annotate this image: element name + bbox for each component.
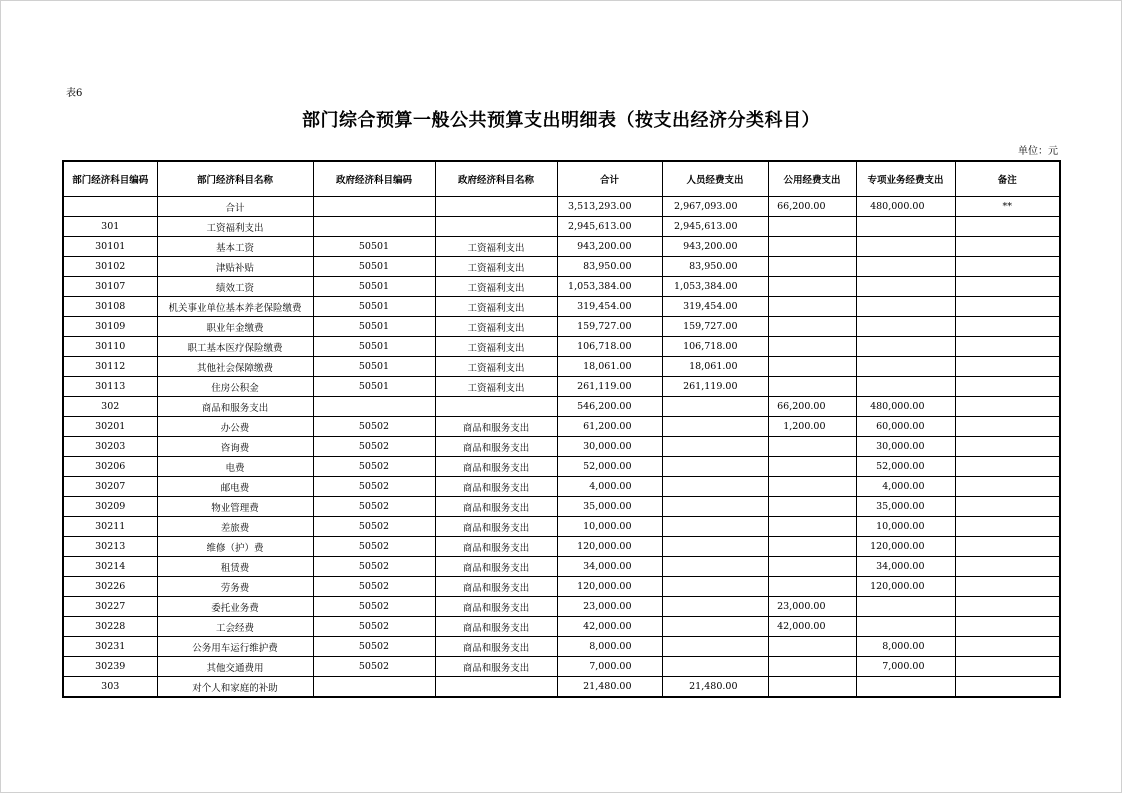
- cell-gov-code: 50502: [313, 417, 435, 437]
- col-header-special: 专项业务经费支出: [856, 161, 955, 197]
- cell-total: 8,000.00: [557, 637, 662, 657]
- table-row: [63, 337, 1060, 357]
- cell-dept-code: [63, 197, 157, 217]
- cell-gov-code: 50502: [313, 577, 435, 597]
- cell-special: 480,000.00: [856, 197, 955, 217]
- cell-note: [955, 557, 1060, 577]
- cell-gov-code: [313, 217, 435, 237]
- cell-dept-name: 差旅费: [157, 517, 313, 537]
- cell-special: [856, 217, 955, 237]
- cell-gov-code: 50502: [313, 517, 435, 537]
- table-number: 表6: [66, 88, 83, 99]
- cell-dept-code: 30213: [63, 537, 157, 557]
- cell-dept-name: 邮电费: [157, 477, 313, 497]
- cell-gov-name: 商品和服务支出: [435, 577, 557, 597]
- cell-public: [768, 257, 856, 277]
- table-row: [63, 417, 1060, 437]
- cell-dept-name: 其他交通费用: [157, 657, 313, 677]
- cell-total: 34,000.00: [557, 557, 662, 577]
- table-row: [63, 277, 1060, 297]
- cell-total: 18,061.00: [557, 357, 662, 377]
- cell-total: 261,119.00: [557, 377, 662, 397]
- cell-gov-name: [435, 677, 557, 698]
- cell-special: 34,000.00: [856, 557, 955, 577]
- cell-total: 943,200.00: [557, 237, 662, 257]
- cell-special: 7,000.00: [856, 657, 955, 677]
- cell-special: 4,000.00: [856, 477, 955, 497]
- cell-dept-code: 303: [63, 677, 157, 698]
- table-row: [63, 397, 1060, 417]
- cell-gov-name: 商品和服务支出: [435, 537, 557, 557]
- cell-gov-code: 50502: [313, 537, 435, 557]
- table-row: [63, 437, 1060, 457]
- cell-personnel: [662, 537, 768, 557]
- cell-special: 8,000.00: [856, 637, 955, 657]
- cell-dept-name: 机关事业单位基本养老保险缴费: [157, 297, 313, 317]
- cell-dept-code: 30228: [63, 617, 157, 637]
- cell-personnel: 2,967,093.00: [662, 197, 768, 217]
- cell-dept-name: 工资福利支出: [157, 217, 313, 237]
- cell-note: [955, 237, 1060, 257]
- cell-personnel: 319,454.00: [662, 297, 768, 317]
- cell-personnel: [662, 497, 768, 517]
- cell-gov-code: 50501: [313, 277, 435, 297]
- cell-gov-code: 50502: [313, 497, 435, 517]
- col-header-personnel: 人员经费支出: [662, 161, 768, 197]
- cell-public: [768, 377, 856, 397]
- cell-gov-code: 50501: [313, 237, 435, 257]
- cell-gov-code: 50502: [313, 477, 435, 497]
- cell-total: 83,950.00: [557, 257, 662, 277]
- cell-gov-name: [435, 197, 557, 217]
- cell-dept-name: 对个人和家庭的补助: [157, 677, 313, 698]
- cell-total: 52,000.00: [557, 457, 662, 477]
- cell-public: [768, 557, 856, 577]
- cell-gov-code: 50502: [313, 657, 435, 677]
- cell-gov-name: [435, 217, 557, 237]
- cell-note: [955, 317, 1060, 337]
- cell-personnel: 1,053,384.00: [662, 277, 768, 297]
- cell-note: [955, 277, 1060, 297]
- cell-gov-code: 50502: [313, 457, 435, 477]
- cell-dept-code: 30226: [63, 577, 157, 597]
- cell-gov-name: 商品和服务支出: [435, 657, 557, 677]
- cell-note: [955, 657, 1060, 677]
- table-row: [63, 357, 1060, 377]
- table-row: [63, 457, 1060, 477]
- cell-dept-code: 302: [63, 397, 157, 417]
- cell-public: [768, 497, 856, 517]
- cell-personnel: 159,727.00: [662, 317, 768, 337]
- cell-total: 30,000.00: [557, 437, 662, 457]
- table-row: [63, 257, 1060, 277]
- cell-personnel: [662, 517, 768, 537]
- cell-public: [768, 217, 856, 237]
- cell-public: 42,000.00: [768, 617, 856, 637]
- cell-note: [955, 357, 1060, 377]
- cell-gov-code: 50502: [313, 597, 435, 617]
- cell-total: 1,053,384.00: [557, 277, 662, 297]
- cell-public: [768, 437, 856, 457]
- cell-dept-code: 30102: [63, 257, 157, 277]
- cell-special: [856, 257, 955, 277]
- cell-public: [768, 577, 856, 597]
- cell-total: 61,200.00: [557, 417, 662, 437]
- cell-dept-code: 30113: [63, 377, 157, 397]
- cell-public: [768, 657, 856, 677]
- cell-gov-code: 50502: [313, 557, 435, 577]
- cell-gov-name: 商品和服务支出: [435, 517, 557, 537]
- cell-note: [955, 397, 1060, 417]
- cell-gov-name: 工资福利支出: [435, 317, 557, 337]
- cell-personnel: 83,950.00: [662, 257, 768, 277]
- cell-note: [955, 417, 1060, 437]
- cell-special: 35,000.00: [856, 497, 955, 517]
- cell-special: 52,000.00: [856, 457, 955, 477]
- cell-dept-name: 绩效工资: [157, 277, 313, 297]
- table-row: [63, 377, 1060, 397]
- cell-note: [955, 457, 1060, 477]
- cell-special: 480,000.00: [856, 397, 955, 417]
- cell-dept-name: 委托业务费: [157, 597, 313, 617]
- cell-public: 66,200.00: [768, 197, 856, 217]
- cell-special: 10,000.00: [856, 517, 955, 537]
- cell-public: [768, 357, 856, 377]
- cell-dept-code: 30203: [63, 437, 157, 457]
- cell-personnel: [662, 657, 768, 677]
- cell-note: [955, 637, 1060, 657]
- cell-public: [768, 277, 856, 297]
- cell-total: 3,513,293.00: [557, 197, 662, 217]
- cell-note: [955, 617, 1060, 637]
- cell-total: 21,480.00: [557, 677, 662, 698]
- cell-dept-code: 30101: [63, 237, 157, 257]
- cell-note: [955, 377, 1060, 397]
- cell-public: [768, 317, 856, 337]
- cell-gov-name: 工资福利支出: [435, 277, 557, 297]
- cell-special: [856, 317, 955, 337]
- table-row: [63, 597, 1060, 617]
- cell-dept-name: 津贴补贴: [157, 257, 313, 277]
- cell-dept-code: 30209: [63, 497, 157, 517]
- cell-dept-name: 租赁费: [157, 557, 313, 577]
- cell-dept-code: 30107: [63, 277, 157, 297]
- table-row: [63, 297, 1060, 317]
- cell-dept-name: 其他社会保障缴费: [157, 357, 313, 377]
- cell-dept-name: 物业管理费: [157, 497, 313, 517]
- cell-note: [955, 297, 1060, 317]
- cell-dept-name: 电费: [157, 457, 313, 477]
- budget-table: [62, 160, 1061, 698]
- col-header-gov-code: 政府经济科目编码: [313, 161, 435, 197]
- cell-dept-name: 职业年金缴费: [157, 317, 313, 337]
- cell-personnel: [662, 437, 768, 457]
- cell-special: [856, 597, 955, 617]
- cell-personnel: 261,119.00: [662, 377, 768, 397]
- cell-public: 1,200.00: [768, 417, 856, 437]
- cell-total: 10,000.00: [557, 517, 662, 537]
- cell-special: 30,000.00: [856, 437, 955, 457]
- cell-dept-code: 30112: [63, 357, 157, 377]
- table-row: [63, 557, 1060, 577]
- cell-personnel: [662, 617, 768, 637]
- cell-personnel: 943,200.00: [662, 237, 768, 257]
- cell-note: **: [955, 197, 1060, 217]
- cell-dept-name: 工会经费: [157, 617, 313, 637]
- col-header-total: 合计: [557, 161, 662, 197]
- cell-gov-name: 商品和服务支出: [435, 417, 557, 437]
- cell-gov-name: 商品和服务支出: [435, 597, 557, 617]
- cell-personnel: [662, 457, 768, 477]
- cell-public: [768, 677, 856, 698]
- cell-dept-name: 公务用车运行维护费: [157, 637, 313, 657]
- cell-gov-name: 商品和服务支出: [435, 457, 557, 477]
- cell-total: 23,000.00: [557, 597, 662, 617]
- cell-public: 23,000.00: [768, 597, 856, 617]
- cell-dept-name: 合计: [157, 197, 313, 217]
- cell-gov-name: 商品和服务支出: [435, 497, 557, 517]
- cell-dept-code: 30109: [63, 317, 157, 337]
- cell-dept-code: 30206: [63, 457, 157, 477]
- col-header-public: 公用经费支出: [768, 161, 856, 197]
- cell-public: [768, 297, 856, 317]
- cell-note: [955, 537, 1060, 557]
- cell-public: 66,200.00: [768, 397, 856, 417]
- table-row: [63, 237, 1060, 257]
- cell-personnel: 2,945,613.00: [662, 217, 768, 237]
- cell-dept-name: 咨询费: [157, 437, 313, 457]
- table-row: [63, 677, 1060, 698]
- cell-gov-code: 50501: [313, 377, 435, 397]
- cell-public: [768, 477, 856, 497]
- table-row: [63, 517, 1060, 537]
- cell-dept-code: 30108: [63, 297, 157, 317]
- cell-special: [856, 677, 955, 698]
- cell-note: [955, 517, 1060, 537]
- cell-public: [768, 637, 856, 657]
- cell-dept-code: 30211: [63, 517, 157, 537]
- cell-note: [955, 577, 1060, 597]
- cell-dept-code: 30227: [63, 597, 157, 617]
- cell-gov-code: 50501: [313, 257, 435, 277]
- cell-dept-name: 办公费: [157, 417, 313, 437]
- cell-dept-name: 维修（护）费: [157, 537, 313, 557]
- cell-total: 546,200.00: [557, 397, 662, 417]
- cell-personnel: 21,480.00: [662, 677, 768, 698]
- cell-personnel: 106,718.00: [662, 337, 768, 357]
- cell-note: [955, 497, 1060, 517]
- cell-personnel: [662, 637, 768, 657]
- cell-gov-name: 商品和服务支出: [435, 557, 557, 577]
- cell-total: 2,945,613.00: [557, 217, 662, 237]
- cell-public: [768, 517, 856, 537]
- cell-personnel: 18,061.00: [662, 357, 768, 377]
- cell-personnel: [662, 397, 768, 417]
- cell-dept-code: 30201: [63, 417, 157, 437]
- table-row: [63, 577, 1060, 597]
- cell-special: [856, 617, 955, 637]
- cell-dept-name: 住房公积金: [157, 377, 313, 397]
- cell-dept-code: 30214: [63, 557, 157, 577]
- cell-gov-name: 工资福利支出: [435, 237, 557, 257]
- table-row: [63, 537, 1060, 557]
- col-header-note: 备注: [955, 161, 1060, 197]
- cell-gov-code: 50502: [313, 437, 435, 457]
- col-header-gov-name: 政府经济科目名称: [435, 161, 557, 197]
- cell-note: [955, 437, 1060, 457]
- cell-gov-name: 工资福利支出: [435, 257, 557, 277]
- unit-label: 单位：元: [1018, 146, 1058, 157]
- cell-gov-code: 50501: [313, 337, 435, 357]
- cell-gov-code: 50501: [313, 317, 435, 337]
- cell-personnel: [662, 417, 768, 437]
- cell-personnel: [662, 577, 768, 597]
- table-row: [63, 617, 1060, 637]
- table-row: [63, 657, 1060, 677]
- cell-gov-name: 商品和服务支出: [435, 637, 557, 657]
- cell-total: 42,000.00: [557, 617, 662, 637]
- header-row: [63, 161, 1060, 197]
- cell-note: [955, 337, 1060, 357]
- table-row: [63, 317, 1060, 337]
- cell-total: 35,000.00: [557, 497, 662, 517]
- cell-dept-name: 基本工资: [157, 237, 313, 257]
- cell-special: 120,000.00: [856, 577, 955, 597]
- cell-dept-name: 劳务费: [157, 577, 313, 597]
- cell-dept-code: 30207: [63, 477, 157, 497]
- cell-gov-name: [435, 397, 557, 417]
- cell-gov-code: [313, 197, 435, 217]
- cell-dept-code: 30239: [63, 657, 157, 677]
- cell-public: [768, 237, 856, 257]
- cell-note: [955, 477, 1060, 497]
- page-title: 部门综合预算一般公共预算支出明细表（按支出经济分类科目）: [302, 110, 820, 131]
- cell-gov-code: 50502: [313, 637, 435, 657]
- cell-note: [955, 597, 1060, 617]
- cell-personnel: [662, 557, 768, 577]
- cell-special: 60,000.00: [856, 417, 955, 437]
- cell-special: 120,000.00: [856, 537, 955, 557]
- cell-gov-name: 工资福利支出: [435, 377, 557, 397]
- table-row: [63, 217, 1060, 237]
- col-header-dept-code: 部门经济科目编码: [63, 161, 157, 197]
- cell-gov-code: [313, 677, 435, 698]
- cell-total: 106,718.00: [557, 337, 662, 357]
- cell-dept-code: 30231: [63, 637, 157, 657]
- cell-note: [955, 257, 1060, 277]
- cell-personnel: [662, 597, 768, 617]
- cell-special: [856, 337, 955, 357]
- table-row: [63, 197, 1060, 217]
- cell-special: [856, 237, 955, 257]
- cell-dept-name: 职工基本医疗保险缴费: [157, 337, 313, 357]
- cell-gov-name: 工资福利支出: [435, 337, 557, 357]
- table-row: [63, 477, 1060, 497]
- cell-special: [856, 277, 955, 297]
- cell-gov-name: 商品和服务支出: [435, 437, 557, 457]
- cell-gov-name: 商品和服务支出: [435, 617, 557, 637]
- cell-note: [955, 677, 1060, 698]
- cell-total: 120,000.00: [557, 537, 662, 557]
- cell-gov-code: 50501: [313, 297, 435, 317]
- cell-total: 319,454.00: [557, 297, 662, 317]
- col-header-dept-name: 部门经济科目名称: [157, 161, 313, 197]
- cell-special: [856, 377, 955, 397]
- cell-dept-code: 301: [63, 217, 157, 237]
- cell-special: [856, 297, 955, 317]
- cell-public: [768, 537, 856, 557]
- cell-total: 4,000.00: [557, 477, 662, 497]
- cell-gov-code: 50501: [313, 357, 435, 377]
- cell-special: [856, 357, 955, 377]
- cell-gov-code: [313, 397, 435, 417]
- cell-note: [955, 217, 1060, 237]
- cell-public: [768, 457, 856, 477]
- cell-dept-name: 商品和服务支出: [157, 397, 313, 417]
- cell-gov-name: 工资福利支出: [435, 297, 557, 317]
- cell-gov-name: 商品和服务支出: [435, 477, 557, 497]
- table-row: [63, 637, 1060, 657]
- cell-total: 159,727.00: [557, 317, 662, 337]
- cell-dept-code: 30110: [63, 337, 157, 357]
- cell-total: 120,000.00: [557, 577, 662, 597]
- cell-gov-code: 50502: [313, 617, 435, 637]
- cell-public: [768, 337, 856, 357]
- cell-personnel: [662, 477, 768, 497]
- cell-gov-name: 工资福利支出: [435, 357, 557, 377]
- table-row: [63, 497, 1060, 517]
- cell-total: 7,000.00: [557, 657, 662, 677]
